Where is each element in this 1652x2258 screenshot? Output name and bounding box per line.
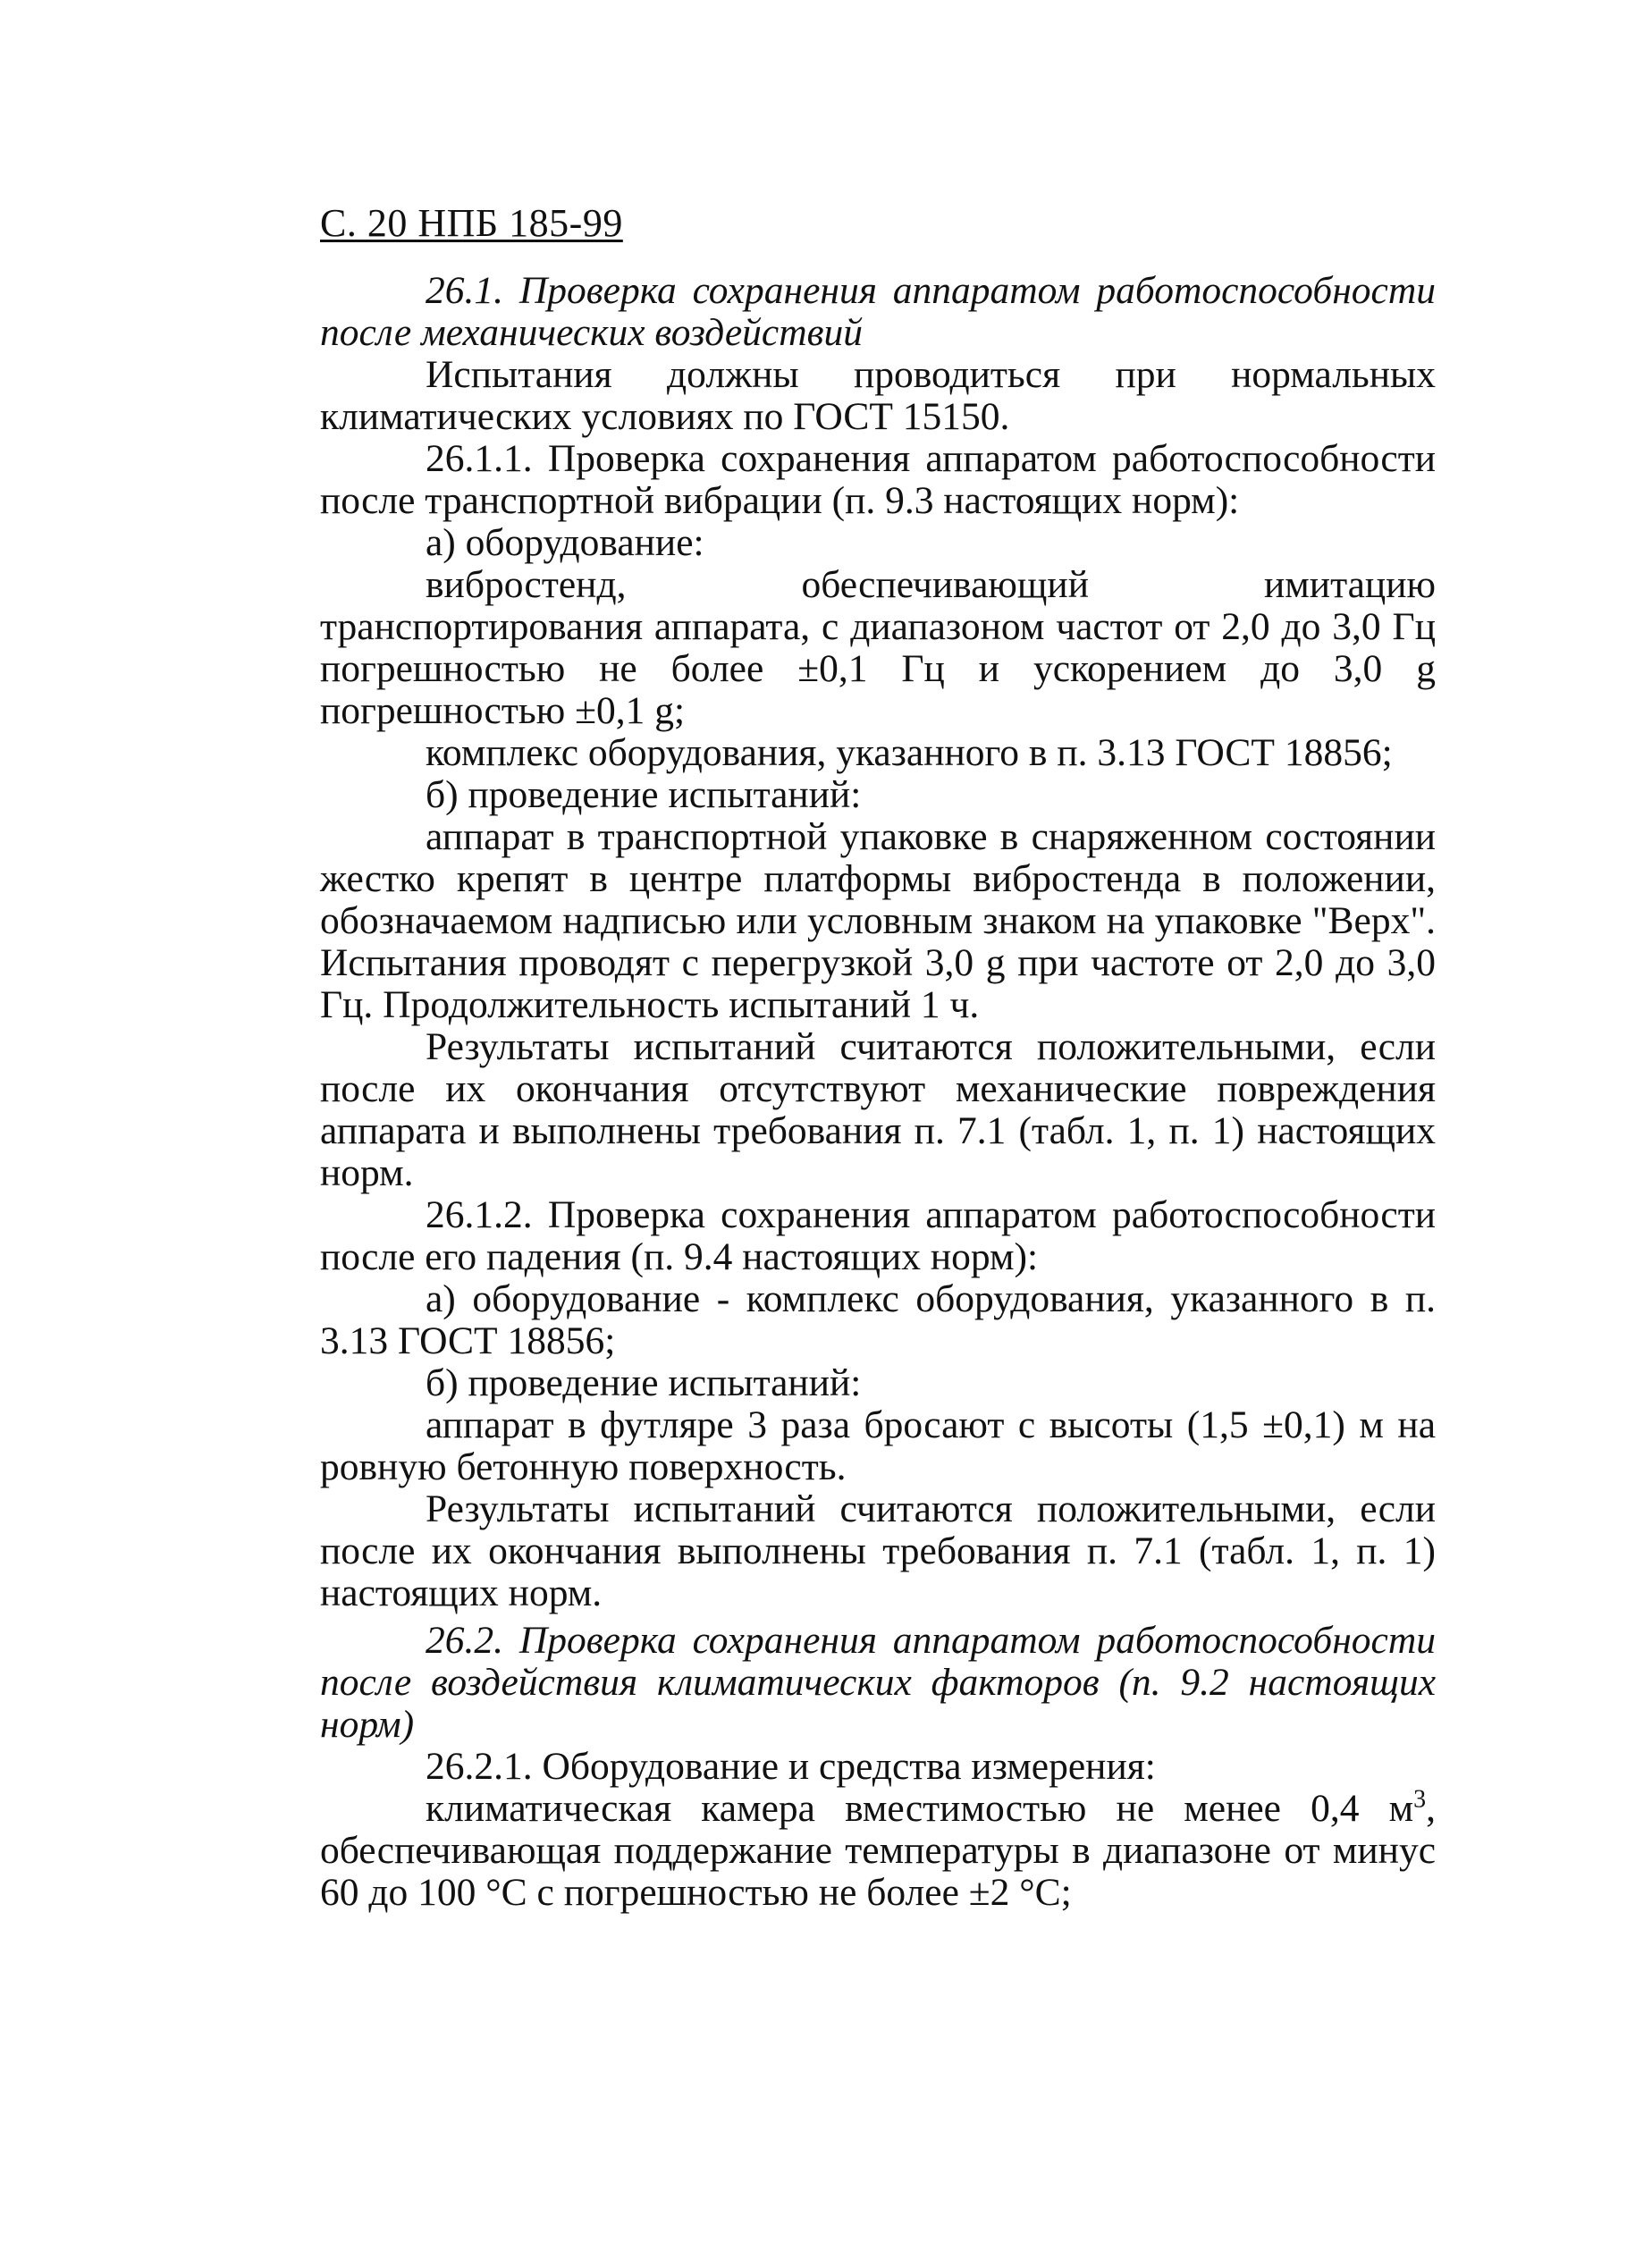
cubic-superscript: 3 (1413, 1785, 1427, 1814)
item-a-equipment-2: а) оборудование - комплекс оборудования, указанного в п. 3.13 ГОСТ 18856; (320, 1277, 1436, 1362)
section-26-1-1-title: 26.1.1. Проверка сохранения аппаратом работоспособности после транспортной вибрации (п. 9.3 настоящих норм): (320, 437, 1436, 522)
item-a-equipment: а) оборудование: (426, 521, 704, 564)
paragraph-drop-test: аппарат в футляре 3 раза бросают с высоты (1,5 ±0,1) м на ровную бетонную поверхность. (320, 1403, 1436, 1488)
climate-chamber-text-a: климатическая камера вместимостью не менее 0,4 м (426, 1787, 1414, 1830)
paragraph-results-2: Результаты испытаний считаются положительными, если после их окончания выполнены требования п. 7.1 (табл. 1, п. 1) настоящих норм. (320, 1487, 1436, 1614)
section-26-1-title: 26.1. Проверка сохранения аппаратом работоспособности после механических воздействий (320, 269, 1436, 354)
paragraph-climate-chamber (320, 1785, 1436, 1914)
section-26-2-title: 26.2. Проверка сохранения аппаратом работоспособности после воздействия климатических факторов (п. 9.2 настоящих норм) (320, 1619, 1436, 1746)
section-26-1-2-title: 26.1.2. Проверка сохранения аппаратом работоспособности после его падения (п. 9.4 настоящих норм): (320, 1193, 1436, 1278)
section-26-2-1-title: 26.2.1. Оборудование и средства измерения: (426, 1745, 1156, 1788)
paragraph-results-1: Результаты испытаний считаются положительными, если после их окончания отсутствуют механические повреждения аппарата и выполнены требования п. 7.1 (табл. 1, п. 1) настоящих норм. (320, 1025, 1436, 1194)
paragraph-vibration-stand: вибростенд, обеспечивающий имитацию транспортирования аппарата, с диапазоном частот от 2,0 до 3,0 Гц погрешностью не более ±0,1 Гц и ускорением до 3,0 g погрешностью ±0,1 g; (320, 563, 1436, 732)
document-page (320, 198, 1436, 1914)
paragraph-test-procedure: аппарат в транспортной упаковке в снаряженном состоянии жестко крепят в центре платформы вибростенда в положении, обозначаемом надписью или условным знаком на упаковке "Верх". Испытания проводят с перегрузкой 3,0 g при частоте от 2,0 до 3,0 Гц. Продолжительность испытаний 1 ч. (320, 815, 1436, 1026)
paragraph-equipment-complex: комплекс оборудования, указанного в п. 3.13 ГОСТ 18856; (426, 731, 1393, 774)
page-header: С. 20 НПБ 185-99 (320, 201, 623, 245)
item-b-testing-2: б) проведение испытаний: (426, 1361, 862, 1404)
paragraph-conditions: Испытания должны проводиться при нормальных климатических условиях по ГОСТ 15150. (320, 353, 1436, 438)
climate-chamber-text-b: , обеспечивающая поддержание температуры в диапазоне от минус 60 до 100 °С с погрешностью не более ±2 °С; (320, 1787, 1436, 1914)
item-b-testing: б) проведение испытаний: (426, 773, 862, 816)
